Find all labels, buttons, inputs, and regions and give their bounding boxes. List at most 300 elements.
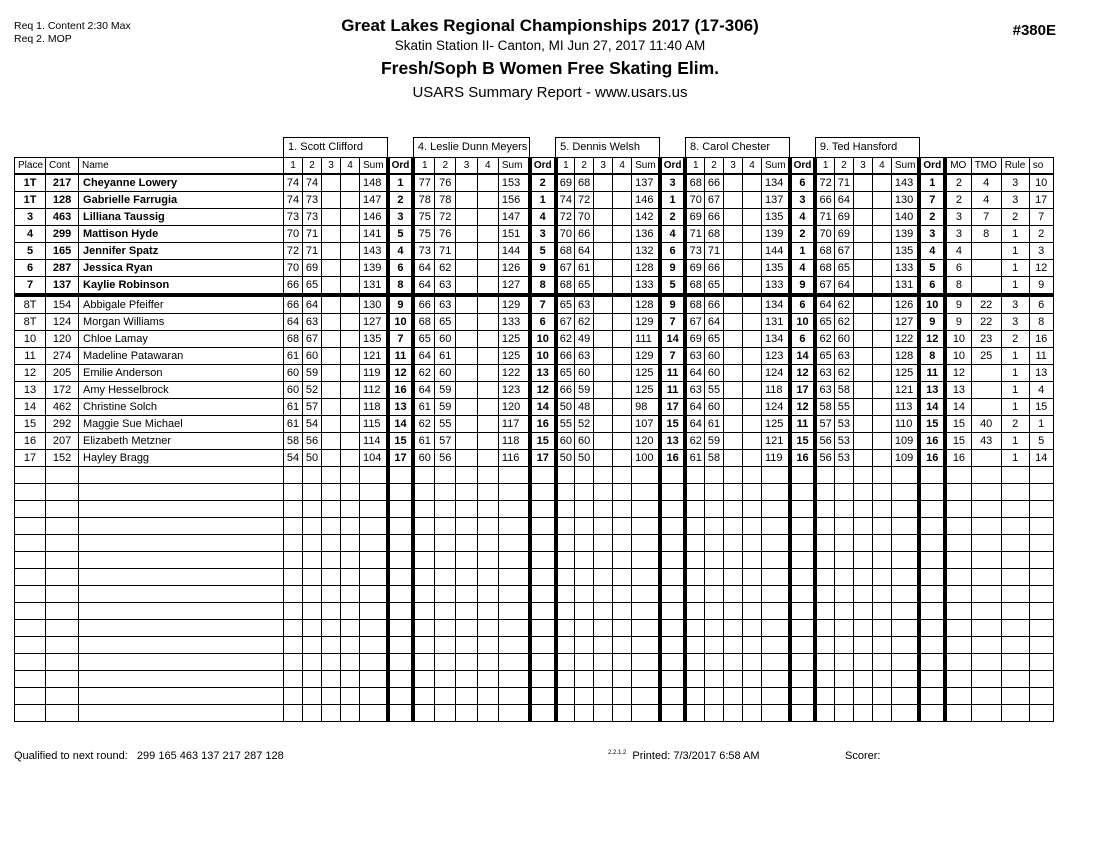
empty-cell [477,552,498,569]
empty-cell [360,552,388,569]
empty-cell [388,620,414,637]
score-cell: 50 [575,450,594,467]
sum-cell: 125 [632,365,660,382]
empty-cell [919,603,945,620]
empty-cell [834,501,853,518]
empty-cell [556,518,575,535]
empty-cell [46,467,79,484]
empty-cell [284,569,303,586]
empty-cell [498,603,529,620]
score-cell: 57 [303,399,322,416]
tmo-cell: 22 [971,295,1001,314]
ord-cell: 3 [919,226,945,243]
name-cell: Madeline Patawaran [79,348,284,365]
empty-cell [853,671,872,688]
score-cell [322,416,341,433]
score-cell [341,243,360,260]
empty-cell [919,705,945,722]
empty-cell [435,467,456,484]
ord-spacer [919,138,945,158]
score-cell: 56 [303,433,322,450]
ord-cell: 10 [919,295,945,314]
sum-cell: 143 [360,243,388,260]
qualified-line [14,750,284,762]
venue-line: Skatin Station II- Canton, MI Jun 27, 2017 11:40 AM [394,38,706,53]
score-cell [322,277,341,296]
empty-cell [742,586,761,603]
score-cell [594,399,613,416]
sum-cell: 129 [632,314,660,331]
score-cell [723,209,742,226]
empty-cell [46,535,79,552]
score-cell: 66 [284,295,303,314]
empty-cell [891,603,919,620]
ord-cell: 16 [530,416,556,433]
empty-cell [891,620,919,637]
empty-cell [360,705,388,722]
sum-cell: 107 [632,416,660,433]
col-header: TMO [971,158,1001,175]
empty-cell [322,586,341,603]
score-cell: 58 [704,450,723,467]
ord-cell: 2 [388,192,414,209]
empty-cell [594,484,613,501]
empty-cell [303,603,322,620]
score-cell: 65 [556,295,575,314]
empty-cell [1001,705,1029,722]
rule-cell: 1 [1001,365,1029,382]
empty-cell [360,688,388,705]
empty-cell [1029,535,1053,552]
score-cell: 73 [303,209,322,226]
empty-cell [477,484,498,501]
so-cell: 6 [1029,295,1053,314]
score-cell: 60 [284,365,303,382]
empty-cell [594,637,613,654]
sum-cell: 139 [891,226,919,243]
empty-cell [1001,637,1029,654]
score-cell: 60 [556,433,575,450]
col-header: 2 [575,158,594,175]
score-cell [456,399,477,416]
score-cell [613,209,632,226]
empty-cell [853,620,872,637]
empty-row [15,484,1054,501]
ord-cell: 6 [660,243,686,260]
score-cell: 77 [413,174,434,192]
empty-cell [613,552,632,569]
empty-cell [971,569,1001,586]
empty-cell [284,688,303,705]
score-cell [477,433,498,450]
tmo-cell [971,399,1001,416]
score-cell [322,314,341,331]
score-cell: 55 [834,399,853,416]
col-header: Ord [388,158,414,175]
empty-cell [322,654,341,671]
empty-cell [341,688,360,705]
mo-cell: 12 [945,365,971,382]
empty-cell [685,535,704,552]
empty-cell [360,637,388,654]
score-cell: 68 [685,277,704,296]
empty-row [15,501,1054,518]
table-row [15,209,1054,226]
score-cell: 61 [413,399,434,416]
score-cell: 56 [435,450,456,467]
empty-cell [685,552,704,569]
score-cell [853,209,872,226]
empty-cell [413,535,434,552]
empty-cell [891,501,919,518]
empty-cell [388,688,414,705]
empty-cell [1029,569,1053,586]
score-cell [742,416,761,433]
empty-cell [660,705,686,722]
score-cell [723,433,742,450]
empty-cell [530,637,556,654]
ord-cell: 14 [790,348,816,365]
ord-cell: 9 [660,295,686,314]
empty-cell [1029,518,1053,535]
empty-cell [660,654,686,671]
name-cell: Morgan Williams [79,314,284,331]
empty-cell [685,671,704,688]
so-cell: 2 [1029,226,1053,243]
score-cell: 57 [815,416,834,433]
score-cell: 68 [575,174,594,192]
empty-cell [530,603,556,620]
rule-cell: 3 [1001,314,1029,331]
table-row [15,314,1054,331]
score-cell [594,314,613,331]
empty-cell [594,569,613,586]
col-header: 2 [303,158,322,175]
score-cell [613,365,632,382]
tmo-cell [971,260,1001,277]
mo-cell: 15 [945,433,971,450]
empty-cell [815,671,834,688]
score-cell: 66 [556,382,575,399]
empty-cell [919,586,945,603]
empty-cell [704,569,723,586]
score-cell: 69 [556,174,575,192]
ord-cell: 11 [388,348,414,365]
score-cell [853,348,872,365]
empty-cell [79,688,284,705]
score-cell: 61 [284,399,303,416]
score-cell [322,192,341,209]
score-cell [594,382,613,399]
ord-cell: 9 [919,314,945,331]
empty-cell [322,535,341,552]
score-cell [723,295,742,314]
empty-cell [632,654,660,671]
ord-cell: 17 [530,450,556,467]
ord-cell: 16 [919,450,945,467]
empty-cell [723,620,742,637]
empty-cell [815,705,834,722]
empty-cell [303,705,322,722]
score-cell: 62 [575,314,594,331]
empty-cell [815,501,834,518]
empty-cell [632,484,660,501]
ord-cell: 10 [530,348,556,365]
score-cell: 70 [556,226,575,243]
score-cell: 68 [413,314,434,331]
empty-cell [1001,467,1029,484]
score-cell: 48 [575,399,594,416]
score-cell [742,226,761,243]
score-cell [723,226,742,243]
empty-cell [435,654,456,671]
empty-cell [872,603,891,620]
empty-cell [1001,501,1029,518]
mo-cell: 2 [945,192,971,209]
score-cell: 76 [435,226,456,243]
score-cell [322,433,341,450]
so-cell: 7 [1029,209,1053,226]
score-cell: 60 [575,433,594,450]
empty-cell [815,484,834,501]
empty-cell [284,467,303,484]
score-cell: 72 [815,174,834,192]
name-cell: Jessica Ryan [79,260,284,277]
score-cell: 61 [435,348,456,365]
table-row [15,365,1054,382]
ord-cell: 7 [660,314,686,331]
empty-cell [761,535,789,552]
place-cell: 5 [15,243,46,260]
empty-cell [685,586,704,603]
empty-cell [456,688,477,705]
empty-cell [360,654,388,671]
rule-cell: 1 [1001,277,1029,296]
empty-cell [660,467,686,484]
score-cell: 66 [413,295,434,314]
name-cell: Abbigale Pfeiffer [79,295,284,314]
score-cell [742,348,761,365]
empty-cell [742,518,761,535]
score-cell [322,331,341,348]
col-header: 4 [613,158,632,175]
empty-cell [594,467,613,484]
score-cell: 64 [413,260,434,277]
empty-cell [632,535,660,552]
score-cell [872,260,891,277]
table-row [15,382,1054,399]
empty-cell [46,518,79,535]
empty-cell [891,586,919,603]
score-cell: 61 [575,260,594,277]
ord-cell: 12 [790,365,816,382]
empty-cell [322,620,341,637]
sum-cell: 124 [761,399,789,416]
empty-cell [834,688,853,705]
ord-cell: 1 [530,192,556,209]
score-cell: 71 [834,174,853,192]
empty-cell [613,569,632,586]
empty-cell [556,620,575,637]
score-cell: 64 [834,192,853,209]
empty-cell [761,518,789,535]
score-cell [322,260,341,277]
ord-cell: 5 [388,226,414,243]
empty-cell [46,586,79,603]
score-cell: 68 [685,295,704,314]
name-cell: Hayley Bragg [79,450,284,467]
empty-cell [530,518,556,535]
ord-cell: 16 [660,450,686,467]
empty-cell [341,586,360,603]
rule-cell: 1 [1001,382,1029,399]
empty-cell [1029,705,1053,722]
empty-cell [834,671,853,688]
empty-cell [360,518,388,535]
sum-cell: 109 [891,450,919,467]
empty-cell [919,552,945,569]
ord-cell: 7 [660,348,686,365]
score-cell: 60 [575,365,594,382]
score-cell: 63 [303,314,322,331]
score-cell [613,416,632,433]
empty-cell [284,620,303,637]
mo-cell: 15 [945,416,971,433]
sum-cell: 117 [498,416,529,433]
empty-cell [322,467,341,484]
score-cell [613,277,632,296]
name-cell: Maggie Sue Michael [79,416,284,433]
col-header: 3 [723,158,742,175]
empty-row [15,467,1054,484]
sum-cell: 139 [360,260,388,277]
ord-cell: 5 [660,277,686,296]
score-cell [341,399,360,416]
empty-cell [303,637,322,654]
req-line-2: Req 2. MOP [14,33,72,45]
sum-cell: 151 [498,226,529,243]
score-cell: 63 [575,348,594,365]
sum-cell: 113 [891,399,919,416]
score-cell: 67 [556,260,575,277]
empty-row [15,654,1054,671]
empty-cell [79,535,284,552]
score-cell: 70 [815,226,834,243]
empty-cell [15,671,46,688]
empty-cell [1029,654,1053,671]
score-cell [742,260,761,277]
empty-cell [815,467,834,484]
empty-cell [919,569,945,586]
sum-cell: 115 [360,416,388,433]
empty-cell [456,637,477,654]
empty-cell [790,671,816,688]
empty-cell [632,586,660,603]
empty-cell [1029,620,1053,637]
column-header-row [15,158,1054,175]
sum-cell: 128 [632,295,660,314]
table-row [15,192,1054,209]
empty-cell [15,654,46,671]
ord-cell: 1 [388,174,414,192]
empty-cell [435,637,456,654]
empty-cell [742,603,761,620]
score-cell: 76 [435,174,456,192]
sum-cell: 139 [761,226,789,243]
ord-cell: 15 [530,433,556,450]
mo-cell: 6 [945,260,971,277]
name-cell: Jennifer Spatz [79,243,284,260]
score-cell [341,416,360,433]
empty-cell [556,535,575,552]
score-cell: 67 [685,314,704,331]
empty-cell [388,552,414,569]
score-cell [456,192,477,209]
score-cell: 63 [435,277,456,296]
empty-cell [556,484,575,501]
empty-cell [575,484,594,501]
ord-cell: 14 [660,331,686,348]
empty-cell [919,654,945,671]
ord-cell: 13 [919,382,945,399]
score-cell: 66 [704,209,723,226]
score-cell [594,416,613,433]
empty-cell [530,671,556,688]
score-cell: 63 [815,365,834,382]
empty-cell [498,552,529,569]
empty-cell [704,552,723,569]
empty-cell [530,620,556,637]
score-cell [872,314,891,331]
tmo-cell: 4 [971,192,1001,209]
empty-cell [704,671,723,688]
report-number: #380E [1012,22,1056,39]
score-cell [477,399,498,416]
empty-cell [15,467,46,484]
score-cell [742,209,761,226]
score-cell [853,416,872,433]
empty-cell [435,586,456,603]
empty-cell [413,467,434,484]
score-cell: 67 [704,192,723,209]
empty-cell [341,501,360,518]
empty-cell [435,484,456,501]
mo-cell: 9 [945,314,971,331]
qualified-numbers: 299 165 463 137 217 287 128 [136,750,284,762]
empty-cell [413,518,434,535]
empty-cell [341,637,360,654]
score-cell [723,348,742,365]
sum-cell: 109 [891,433,919,450]
sum-cell: 142 [632,209,660,226]
ord-cell: 11 [919,365,945,382]
empty-cell [704,484,723,501]
cont-cell: 299 [46,226,79,243]
score-cell [341,382,360,399]
score-cell [853,295,872,314]
empty-cell [742,501,761,518]
col-header: 4 [872,158,891,175]
score-cell: 60 [704,399,723,416]
empty-cell [594,671,613,688]
ord-cell: 11 [660,365,686,382]
place-cell: 13 [15,382,46,399]
score-cell: 74 [556,192,575,209]
sum-cell: 146 [360,209,388,226]
ord-cell: 13 [388,399,414,416]
empty-cell [945,535,971,552]
score-cell: 75 [413,226,434,243]
